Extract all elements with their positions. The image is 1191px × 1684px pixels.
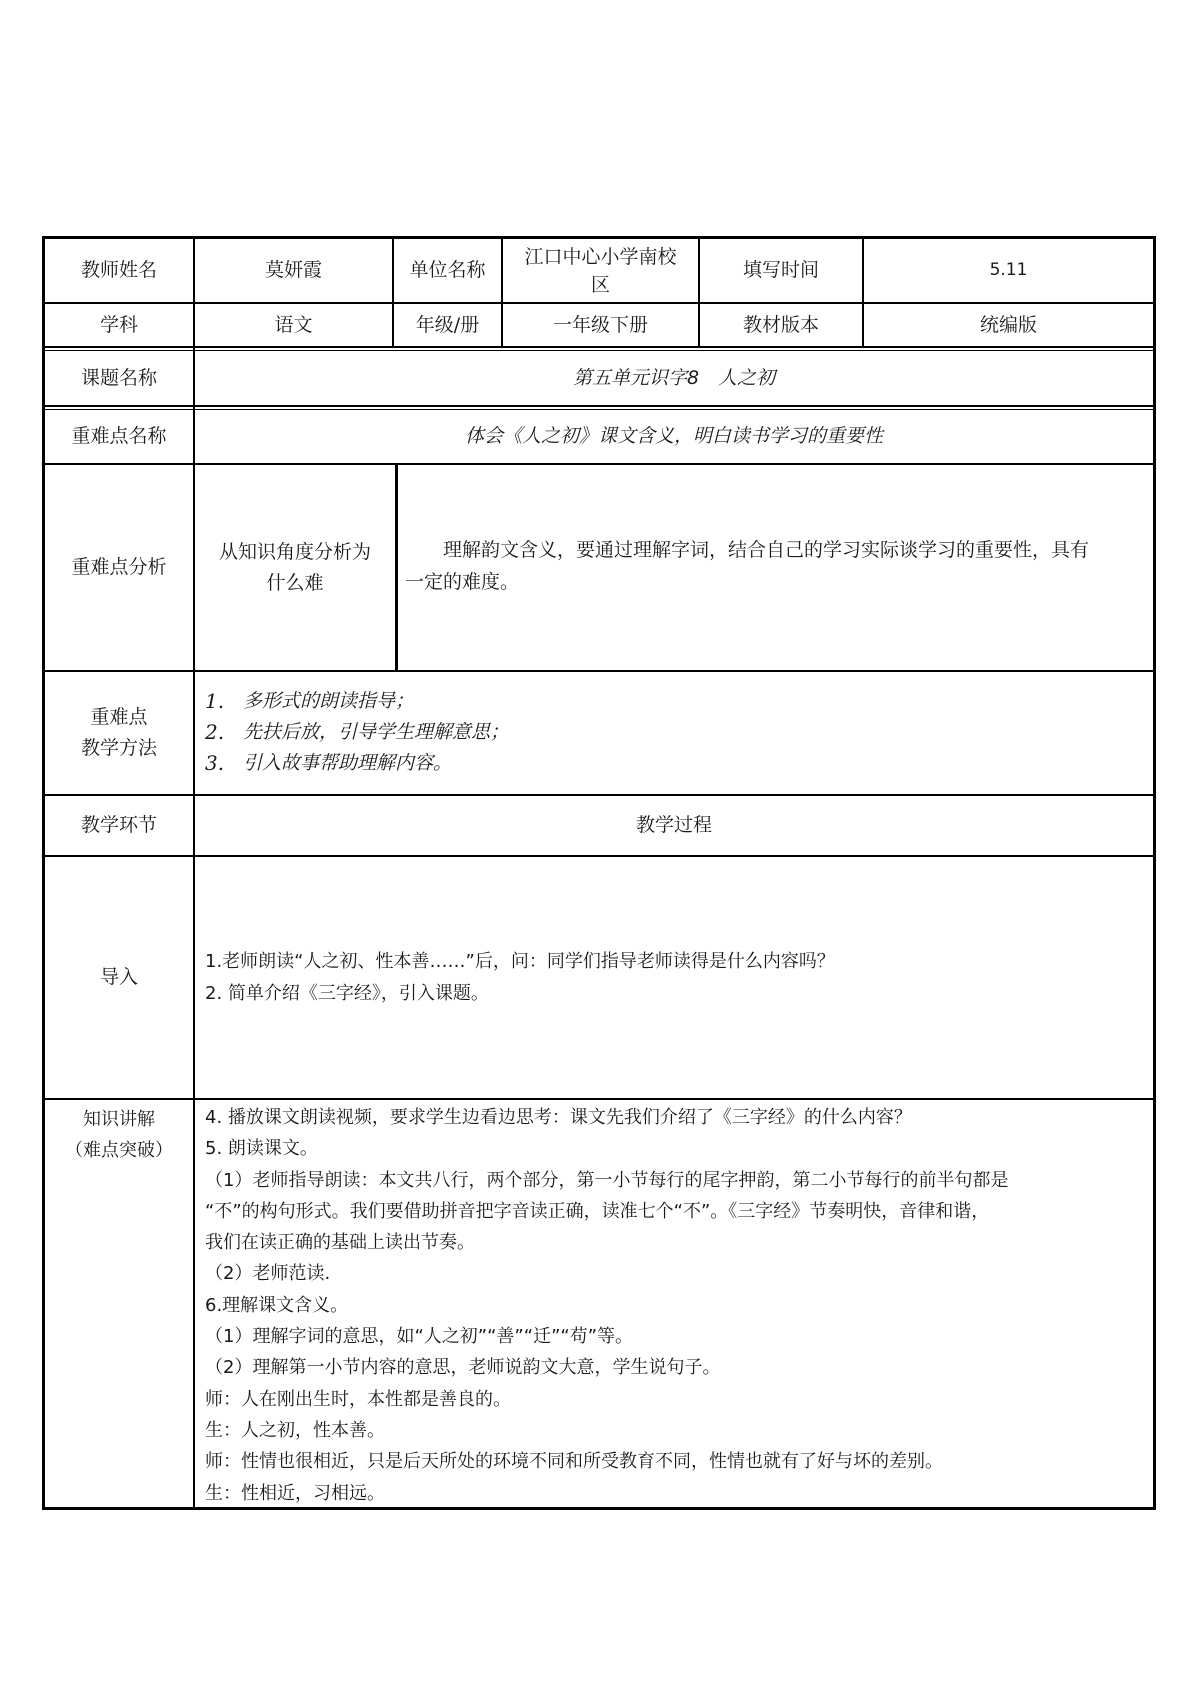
explain-line: （1）理解字词的意思，如“人之初”“善”“迁”“苟”等。 [205, 1326, 634, 1348]
explain-label [45, 1104, 193, 1166]
explain-line: 师：性情也很相近，只是后天所处的环境不同和所受教育不同，性情也就有了好与坏的差别。 [205, 1451, 943, 1473]
list-item [205, 717, 1135, 748]
topic-title: 第五单元识字8 人之初 [572, 366, 776, 389]
row-divider [42, 346, 1156, 348]
explain-line: 我们在读正确的基础上读出节奏。 [205, 1232, 475, 1254]
topic-label: 课题名称 [80, 366, 157, 389]
analysis-sublabel-line2: 什么难 [266, 571, 324, 594]
unit-name-line2: 区 [590, 273, 610, 296]
methods-list [205, 686, 1135, 779]
row-divider [42, 405, 1156, 407]
analysis-sublabel [195, 465, 395, 670]
analysis-sublabel-line1: 从知识角度分析为 [218, 540, 371, 563]
stage-header: 教学环节 [80, 814, 157, 836]
analysis-text [405, 534, 1150, 604]
explain-label-line2: （难点突破） [65, 1140, 173, 1161]
process-header: 教学过程 [635, 814, 712, 836]
intro-line1: 1.老师朗读“人之初、性本善……”后，问：同学们指导老师读得是什么内容吗？ [205, 951, 835, 972]
row-divider [42, 855, 1156, 857]
teacher-name: 莫妍霞 [264, 259, 322, 281]
analysis-text-line1: 理解韵文含义，要通过理解字词，结合自己的学习实际谈学习的重要性，具有 [405, 539, 1090, 561]
explain-line: 6.理解课文含义。 [205, 1294, 349, 1316]
subject-value: 语文 [274, 313, 313, 336]
explain-label-line1: 知识讲解 [83, 1109, 155, 1130]
list-item-number: 1. [205, 689, 225, 713]
teacher-label: 教师姓名 [80, 259, 157, 281]
list-item-text: 先扶后放，引导学生理解意思； [243, 721, 510, 743]
analysis-label: 重难点分析 [71, 556, 167, 578]
explain-line: 师：人在刚出生时，本性都是善良的。 [205, 1388, 511, 1410]
unit-label: 单位名称 [409, 259, 486, 281]
intro-line2: 2. 简单介绍《三字经》，引入课题。 [205, 983, 489, 1004]
explain-line: （1）老师指导朗读：本文共八行，两个部分，第一小节每行的尾字押韵，第二小节每行的前半句都是 [205, 1169, 1009, 1191]
explain-line: “不”的构句形式。我们要借助拼音把字音读正确，读准七个“不”。《三字经》节奏明快，音律和谐， [205, 1200, 990, 1222]
intro-content [205, 946, 1145, 1010]
explain-line: 生：人之初，性本善。 [205, 1419, 385, 1441]
unit-name-line1: 江口中心小学南校 [524, 245, 677, 268]
keypoint-title: 体会《人之初》课文含义，明白读书学习的重要性 [464, 425, 883, 447]
methods-label-line1: 重难点 [90, 706, 148, 728]
keypoint-label: 重难点名称 [71, 425, 167, 447]
list-item-text: 多形式的朗读指导； [243, 690, 415, 712]
intro-label: 导入 [99, 966, 138, 988]
row-divider [42, 670, 1156, 672]
time-label: 填写时间 [742, 259, 819, 281]
explain-content [205, 1102, 1150, 1509]
row-divider [42, 1098, 1156, 1100]
methods-label-line2: 教学方法 [80, 737, 157, 759]
column-divider [395, 463, 398, 672]
edition-value: 统编版 [979, 313, 1037, 336]
explain-line: （2）理解第一小节内容的意思，老师说韵文大意，学生说句子。 [205, 1357, 721, 1379]
list-item-number: 2. [205, 720, 225, 744]
grade-value: 一年级下册 [552, 313, 648, 336]
fill-time: 5.11 [989, 260, 1028, 280]
grade-label: 年级/册 [415, 313, 480, 336]
explain-line: 生：性相近，习相远。 [205, 1482, 385, 1504]
explain-line: 5. 朗读课文。 [205, 1138, 318, 1160]
table-border-right [1153, 236, 1156, 1510]
list-item [205, 748, 1135, 779]
edition-label: 教材版本 [742, 313, 819, 336]
methods-label [45, 672, 193, 794]
list-item [205, 686, 1135, 717]
explain-line: 4. 播放课文朗读视频，要求学生边看边思考：课文先我们介绍了《三字经》的什么内容？ [205, 1107, 912, 1128]
list-item-text: 引入故事帮助理解内容。 [243, 752, 453, 774]
unit-name [503, 239, 698, 302]
subject-label: 学科 [99, 313, 138, 336]
analysis-text-line2: 一定的难度。 [405, 571, 520, 593]
list-item-number: 3. [205, 751, 225, 775]
explain-line: （2）老师范读. [205, 1263, 331, 1285]
